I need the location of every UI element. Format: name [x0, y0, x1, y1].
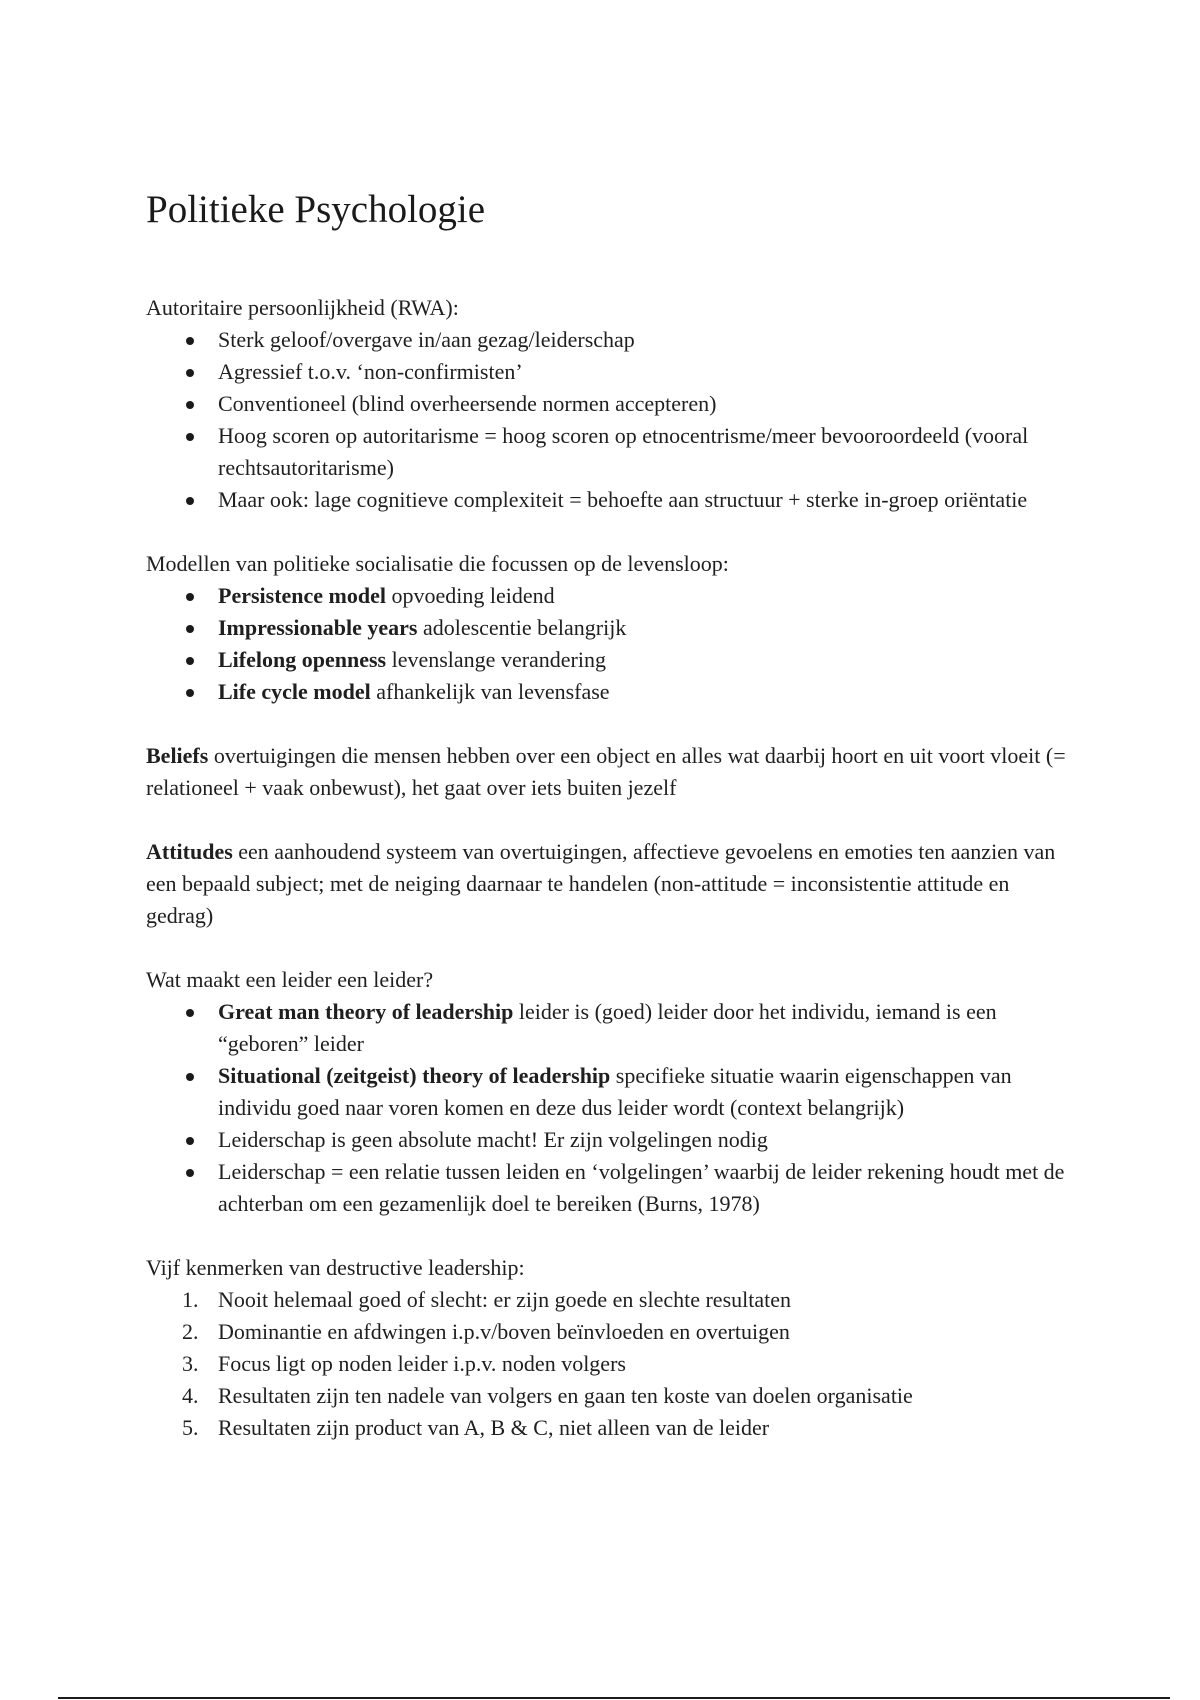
definition: Leiderschap = een relatie tussen leiden en ‘volgelingen’ waarbij de leider rekening houdt met de achterban om een gezamenlijk doel te bereiken (Burns, 1978) [218, 1159, 1065, 1216]
list-item [146, 1348, 1066, 1380]
list-item [146, 676, 1066, 708]
item-number: 2. [182, 1319, 199, 1344]
item-number: 3. [182, 1351, 199, 1376]
term: Persistence model [218, 583, 386, 608]
attitudes-section [146, 836, 1066, 932]
list-item [146, 644, 1066, 676]
item-text: Resultaten zijn ten nadele van volgers en gaan ten koste van doelen organisatie [218, 1383, 913, 1408]
list-item [146, 580, 1066, 612]
list-item [146, 1412, 1066, 1444]
item-number: 4. [182, 1383, 199, 1408]
destructive-heading: Vijf kenmerken van destructive leadership: [146, 1255, 525, 1280]
term: Beliefs [146, 743, 209, 768]
page-title: Politieke Psychologie [146, 188, 486, 231]
definition: overtuigingen die mensen hebben over een object en alles wat daarbij hoort en uit voort vloeit (= relationeel + vaak onbewust), het gaat over iets buiten jezelf [146, 743, 1066, 800]
list-item: Sterk geloof/overgave in/aan gezag/leiderschap [146, 324, 1066, 356]
list-item [146, 1124, 1066, 1156]
item-text: Dominantie en afdwingen i.p.v/boven beïnvloeden en overtuigen [218, 1319, 790, 1344]
list-item [146, 612, 1066, 644]
list-item [146, 1284, 1066, 1316]
socialisation-list [146, 580, 1066, 708]
term: Great man theory of leadership [218, 999, 514, 1024]
rwa-heading: Autoritaire persoonlijkheid (RWA): [146, 295, 459, 320]
term: Attitudes [146, 839, 233, 864]
destructive-section [146, 1252, 1066, 1444]
definition: afhankelijk van levensfase [370, 679, 610, 704]
list-item: Agressief t.o.v. ‘non-confirmisten’ [146, 356, 1066, 388]
list-item: Maar ook: lage cognitieve complexiteit = behoefte aan structuur + sterke in-groep oriëntatie [146, 484, 1066, 516]
definition: leider is (goed) leider door het individu, iemand is een “geboren” leider [218, 999, 997, 1056]
item-text: Nooit helemaal goed of slecht: er zijn goede en slechte resultaten [218, 1287, 791, 1312]
item-number: 5. [182, 1415, 199, 1440]
item-text: Resultaten zijn product van A, B & C, niet alleen van de leider [218, 1415, 770, 1440]
definition: specifieke situatie waarin eigenschappen van individu goed naar voren komen en deze dus leider wordt (context belangrijk) [218, 1063, 1012, 1120]
definition: opvoeding leidend [386, 583, 555, 608]
list-item [146, 1380, 1066, 1412]
page-bottom-divider [58, 1697, 1170, 1699]
list-item [146, 1060, 1066, 1124]
attitudes-paragraph [146, 836, 1066, 932]
leader-section [146, 964, 1066, 1220]
term: Life cycle model [218, 679, 371, 704]
rwa-section [146, 292, 1066, 516]
list-item [146, 1316, 1066, 1348]
list-item: Conventioneel (blind overheersende normen accepteren) [146, 388, 1066, 420]
document-page [146, 185, 1066, 1476]
beliefs-section [146, 740, 1066, 804]
item-number: 1. [182, 1287, 199, 1312]
definition: adolescentie belangrijk [417, 615, 627, 640]
list-item: Hoog scoren op autoritarisme = hoog scoren op etnocentrisme/meer bevooroordeeld (vooral rechtsautoritarisme) [146, 420, 1066, 484]
list-item [146, 1156, 1066, 1220]
rwa-list [146, 324, 1066, 516]
socialisation-section [146, 548, 1066, 708]
leader-heading: Wat maakt een leider een leider? [146, 967, 434, 992]
term: Impressionable years [218, 615, 418, 640]
definition: levenslange verandering [386, 647, 606, 672]
term: Situational (zeitgeist) theory of leadership [218, 1063, 611, 1088]
list-item [146, 996, 1066, 1060]
beliefs-paragraph [146, 740, 1066, 804]
socialisation-heading: Modellen van politieke socialisatie die focussen op de levensloop: [146, 551, 729, 576]
destructive-list [146, 1284, 1066, 1444]
item-text: Focus ligt op noden leider i.p.v. noden volgers [218, 1351, 626, 1376]
definition: Leiderschap is geen absolute macht! Er zijn volgelingen nodig [218, 1127, 768, 1152]
leader-list [146, 996, 1066, 1220]
definition: een aanhoudend systeem van overtuigingen, affectieve gevoelens en emoties ten aanzien van een bepaald subject; met de neiging daarnaar te handelen (non-attitude = inconsistentie attitude en gedrag) [146, 839, 1056, 928]
term: Lifelong openness [218, 647, 387, 672]
